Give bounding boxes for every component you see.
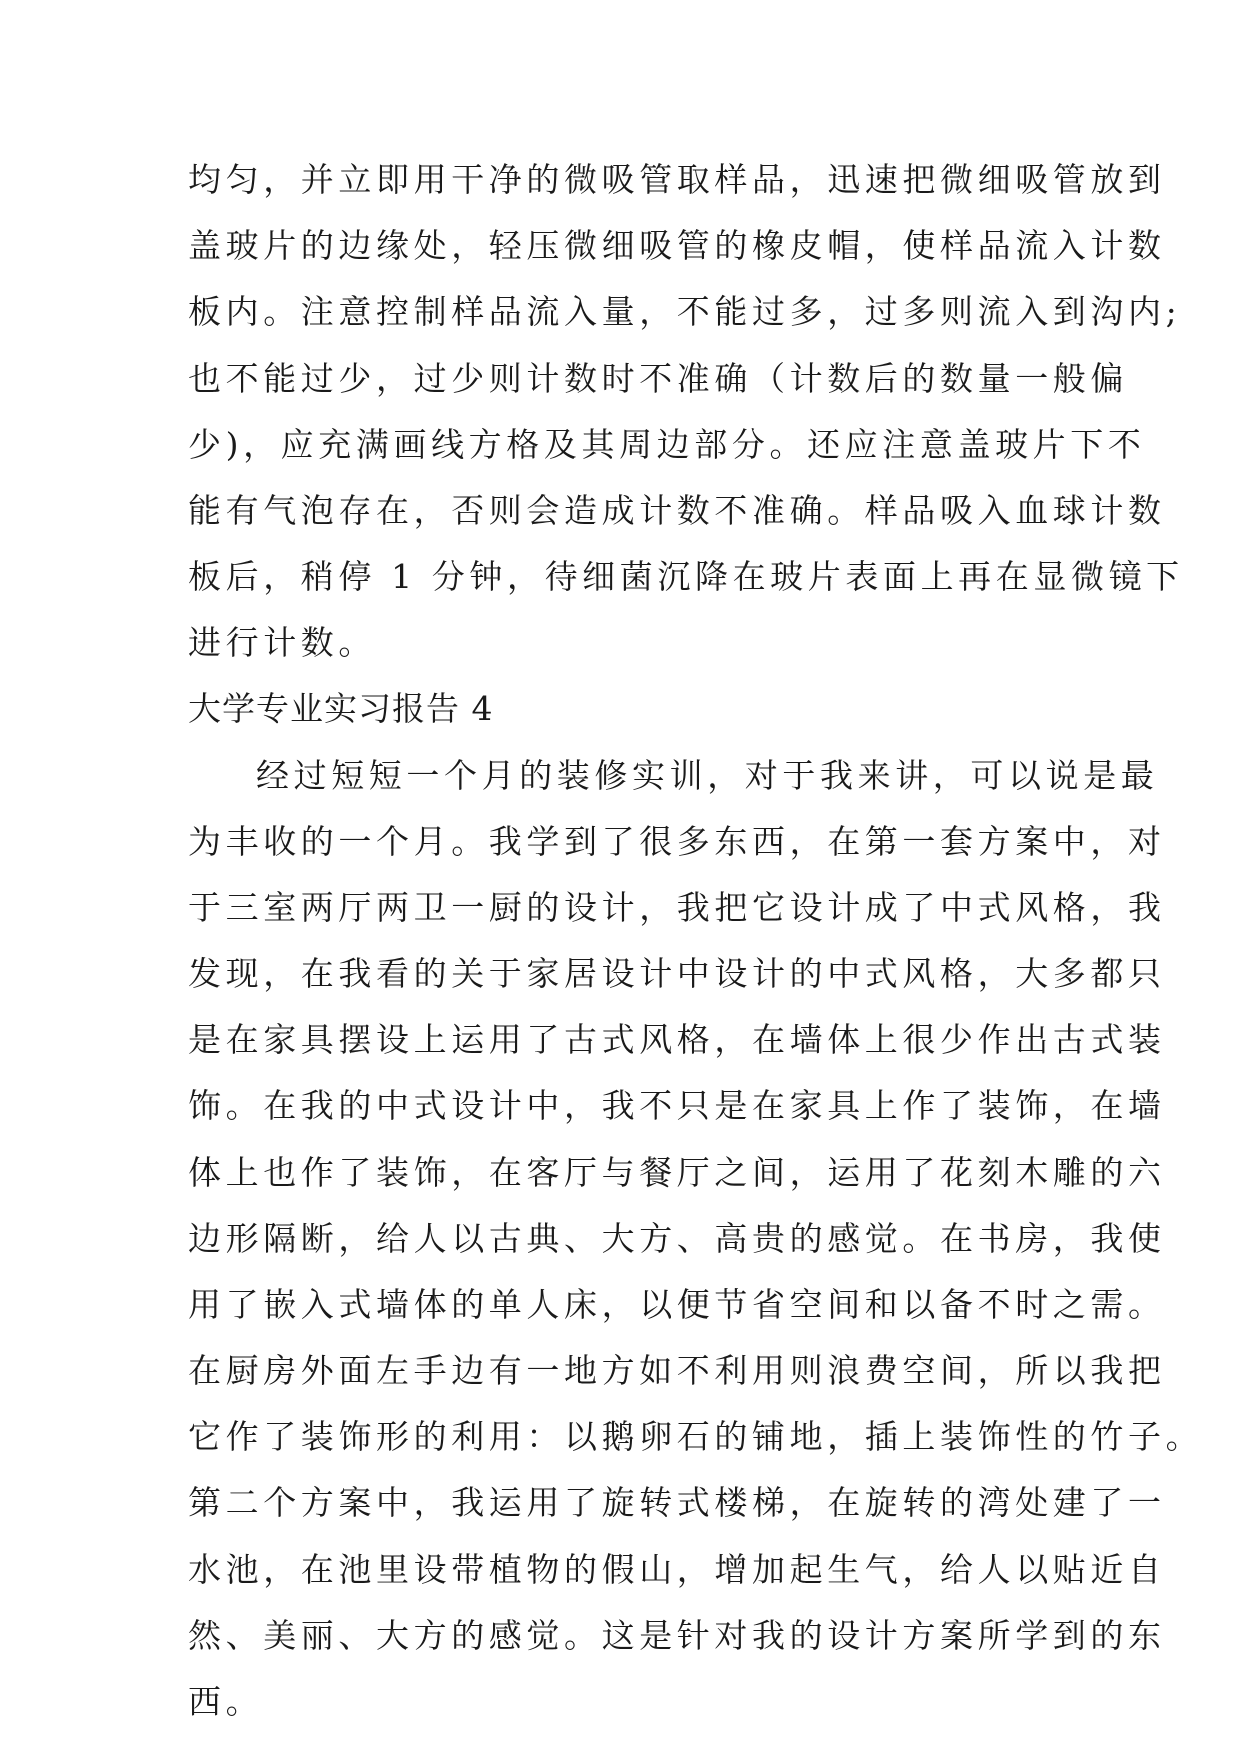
body-text-line: 经过短短一个月的装修实训，对于我来讲，可以说是最 [256,756,1159,795]
body-text-line: 也不能过少，过少则计数时不准确（计数后的数量一般偏 [188,359,1128,398]
body-text-line: 用了嵌入式墙体的单人床，以便节省空间和以备不时之需。 [188,1285,1166,1324]
body-text-line: 均匀，并立即用干净的微吸管取样品，迅速把微细吸管放到 [188,160,1166,199]
body-text-line: 它作了装饰形的利用：以鹅卵石的铺地，插上装饰性的竹子。 [188,1417,1204,1456]
body-text-line: 体上也作了装饰，在客厅与餐厅之间，运用了花刻木雕的六 [188,1153,1166,1192]
body-text-line: 第二个方案中，我运用了旋转式楼梯，在旋转的湾处建了一 [188,1483,1166,1522]
body-text-line: 发现，在我看的关于家居设计中设计的中式风格，大多都只 [188,954,1166,993]
body-text-line: 于三室两厅两卫一厨的设计，我把它设计成了中式风格，我 [188,888,1166,927]
body-text-line: 西。 [188,1682,264,1721]
body-text-line: 为丰收的一个月。我学到了很多东西，在第一套方案中，对 [188,822,1166,861]
body-text-line: 饰。在我的中式设计中，我不只是在家具上作了装饰，在墙 [188,1086,1166,1125]
body-text-line: 是在家具摆设上运用了古式风格，在墙体上很少作出古式装 [188,1020,1166,1059]
section-heading: 大学专业实习报告 4 [188,689,494,728]
body-text-line: 然、美丽、大方的感觉。这是针对我的设计方案所学到的东 [188,1616,1166,1655]
body-text-line: 少)，应充满画线方格及其周边部分。还应注意盖玻片下不 [188,425,1146,464]
body-text-line: 水池，在池里设带植物的假山，增加起生气，给人以贴近自 [188,1550,1166,1589]
body-text-line: 能有气泡存在，否则会造成计数不准确。样品吸入血球计数 [188,491,1166,530]
body-text-line: 边形隔断，给人以古典、大方、高贵的感觉。在书房，我使 [188,1219,1166,1258]
body-text-line: 板后，稍停 1 分钟，待细菌沉降在玻片表面上再在显微镜下 [188,557,1184,596]
body-text-line: 在厨房外面左手边有一地方如不利用则浪费空间，所以我把 [188,1351,1166,1390]
body-text-line: 进行计数。 [188,623,376,662]
body-text-line: 盖玻片的边缘处，轻压微细吸管的橡皮帽，使样品流入计数 [188,226,1166,265]
body-text-line: 板内。注意控制样品流入量，不能过多，过多则流入到沟内; [188,292,1182,331]
